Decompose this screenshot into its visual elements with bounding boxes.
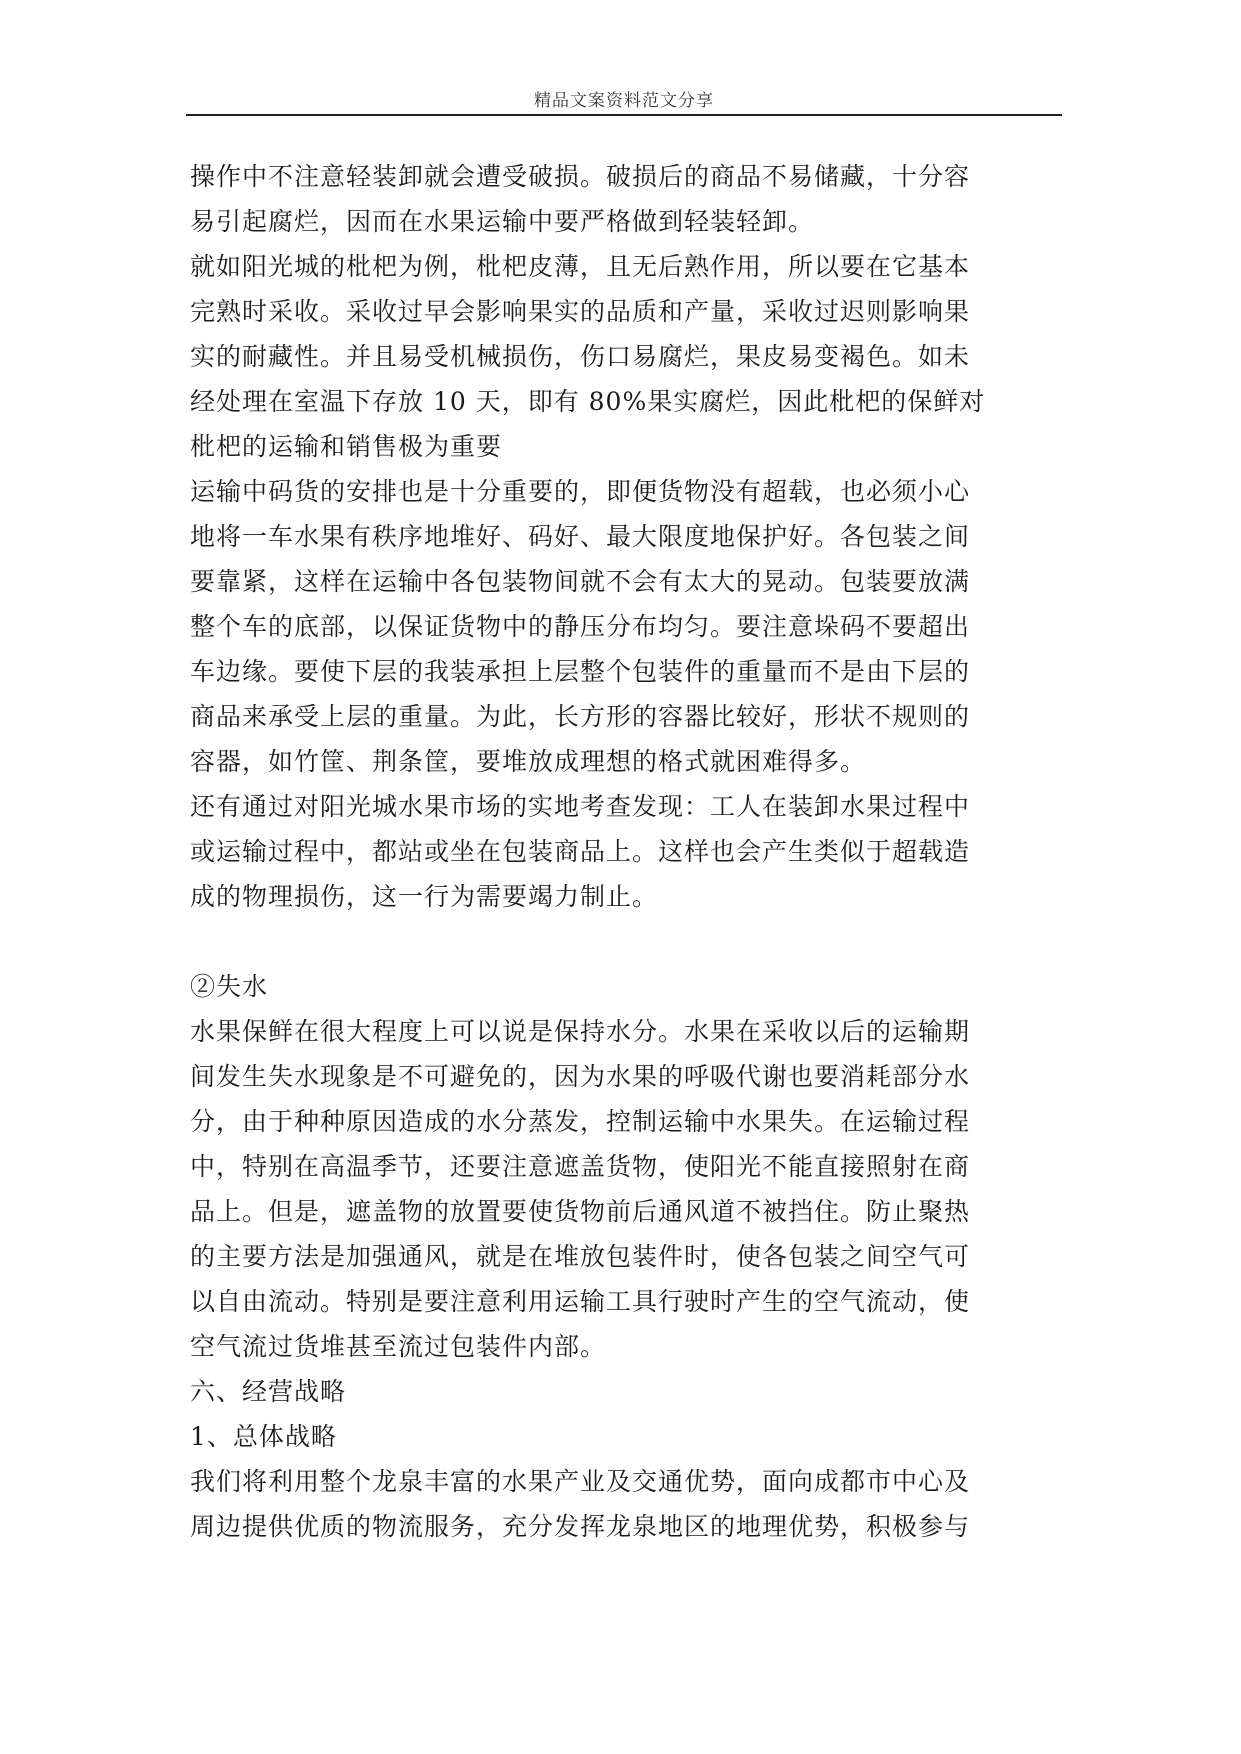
text-line: 或运输过程中，都站或坐在包装商品上。这样也会产生类似于超载造 — [190, 837, 971, 866]
text-line: 以自由流动。特别是要注意利用运输工具行驶时产生的空气流动，使 — [190, 1287, 971, 1316]
text-line: 周边提供优质的物流服务，充分发挥龙泉地区的地理优势，积极参与 — [190, 1512, 971, 1541]
text-line: 易引起腐烂，因而在水果运输中要严格做到轻装轻卸。 — [190, 207, 815, 236]
text-line: 空气流过货堆甚至流过包装件内部。 — [190, 1332, 607, 1361]
text-line: 1、总体战略 — [190, 1422, 337, 1451]
text-line: 枇杷的运输和销售极为重要 — [190, 432, 503, 461]
text-line: 中，特别在高温季节，还要注意遮盖货物，使阳光不能直接照射在商 — [190, 1152, 971, 1181]
text-line: 成的物理损伤，这一行为需要竭力制止。 — [190, 882, 659, 911]
text-line: 水果保鲜在很大程度上可以说是保持水分。水果在采收以后的运输期 — [190, 1017, 971, 1046]
text-line: 实的耐藏性。并且易受机械损伤，伤口易腐烂，果皮易变褐色。如未 — [190, 342, 971, 371]
text-line: 完熟时采收。采收过早会影响果实的品质和产量，采收过迟则影响果 — [190, 297, 971, 326]
text-line: 间发生失水现象是不可避免的，因为水果的呼吸代谢也要消耗部分水 — [190, 1062, 971, 1091]
text-line: 六、经营战略 — [190, 1377, 347, 1406]
text-line: 操作中不注意轻装卸就会遭受破损。破损后的商品不易储藏，十分容 — [190, 162, 971, 191]
running-header: 精品文案资料范文分享 — [534, 91, 714, 111]
header-rule — [186, 114, 1062, 116]
text-line: 品上。但是，遮盖物的放置要使货物前后通风道不被挡住。防止聚热 — [190, 1197, 971, 1226]
text-line: 运输中码货的安排也是十分重要的，即便货物没有超载，也必须小心 — [190, 477, 971, 506]
text-line: 商品来承受上层的重量。为此，长方形的容器比较好，形状不规则的 — [190, 702, 971, 731]
text-line: 容器，如竹筐、荆条筐，要堆放成理想的格式就困难得多。 — [190, 747, 867, 776]
text-line: ②失水 — [190, 972, 269, 1001]
text-line: 分，由于种种原因造成的水分蒸发，控制运输中水果失。在运输过程 — [190, 1107, 971, 1136]
text-line: 要靠紧，这样在运输中各包装物间就不会有太大的晃动。包装要放满 — [190, 567, 971, 596]
text-line: 就如阳光城的枇杷为例，枇杷皮薄，且无后熟作用，所以要在它基本 — [190, 252, 971, 281]
blank-line — [190, 919, 1064, 964]
text-line: 车边缘。要使下层的我装承担上层整个包装件的重量而不是由下层的 — [190, 657, 971, 686]
text-line: 我们将利用整个龙泉丰富的水果产业及交通优势，面向成都市中心及 — [190, 1467, 971, 1496]
text-line: 的主要方法是加强通风，就是在堆放包装件时，使各包装之间空气可 — [190, 1242, 971, 1271]
body-text — [190, 154, 1064, 1549]
text-line: 地将一车水果有秩序地堆好、码好、最大限度地保护好。各包装之间 — [190, 522, 971, 551]
text-line: 整个车的底部，以保证货物中的静压分布均匀。要注意垛码不要超出 — [190, 612, 971, 641]
text-line: 还有通过对阳光城水果市场的实地考查发现：工人在装卸水果过程中 — [190, 792, 971, 821]
text-line: 经处理在室温下存放 10 天，即有 80%果实腐烂，因此枇杷的保鲜对 — [190, 387, 986, 416]
